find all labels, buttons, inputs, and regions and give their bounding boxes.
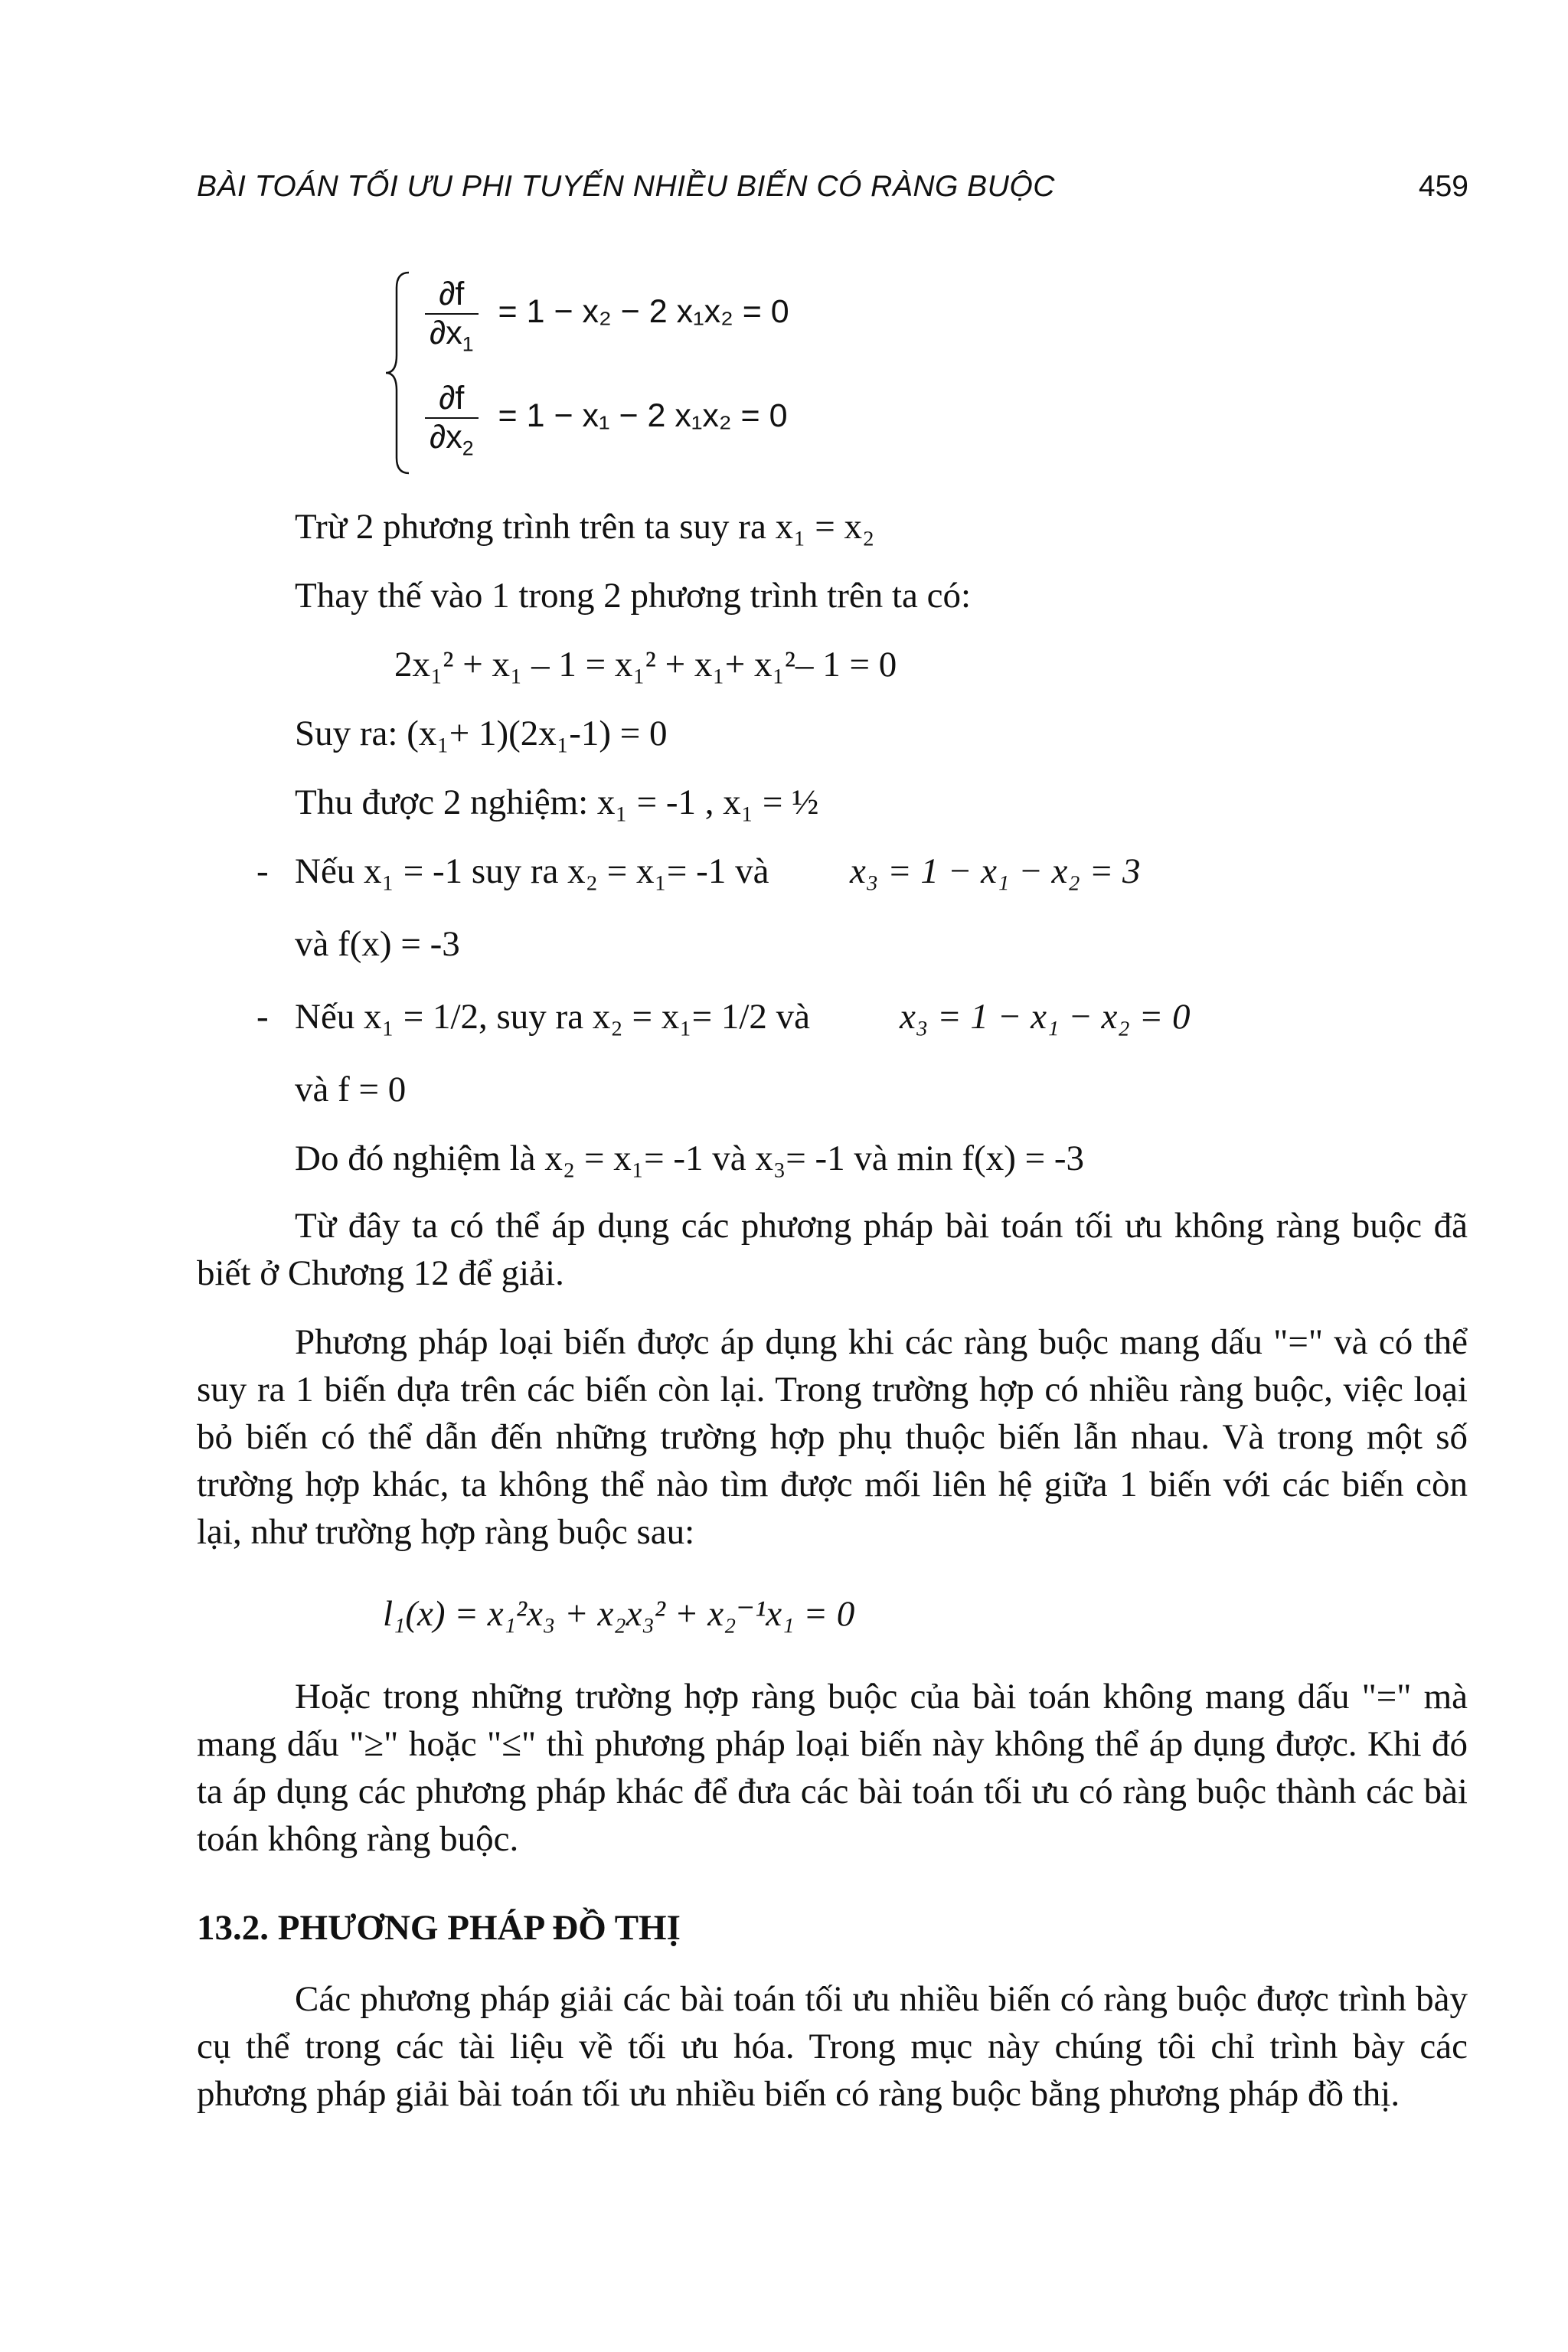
left-brace: [383, 270, 413, 476]
paragraph-3: Hoặc trong những trường hợp ràng buộc của bài toán không mang dấu "=" mà mang dấu "≥" hoặc "≤" thì phương pháp loại biến này không thể áp dụng được. Khi đó ta áp dụng các phương pháp khác để đưa các bài toán tối ưu có ràng buộc thành các bài toán không ràng buộc.: [197, 1677, 1468, 1859]
partial-fraction-1: [425, 276, 479, 356]
running-header-title: BÀI TOÁN TỐI ƯU PHI TUYẾN NHIỀU BIẾN CÓ RÀNG BUỘC: [197, 170, 1055, 203]
case-two-text: Nếu x₁ = 1/2, suy ra x₂ = x₁= 1/2 và: [295, 997, 811, 1037]
section-heading: 13.2. PHƯƠNG PHÁP ĐỒ THỊ: [197, 1908, 681, 1948]
case-two-value: và f = 0: [295, 1070, 407, 1109]
case-two-formula: x₃ = 1 − x₁ − x₂ = 0: [900, 997, 1191, 1037]
equation-rhs: = 1 − x₁ − 2 x₁x₂ = 0: [498, 397, 788, 435]
line-substitute: Thay thế vào 1 trong 2 phương trình trên ta có:: [295, 576, 972, 616]
partial-fraction-2: [425, 380, 479, 460]
line-quadratic: 2x₁² + x₁ – 1 = x₁² + x₁+ x₁²– 1 = 0: [394, 645, 897, 684]
bullet-dash: -: [256, 997, 269, 1037]
paragraph-1: Từ đây ta có thể áp dụng các phương pháp bài toán tối ưu không ràng buộc đã biết ở Chương 12 để giải.: [197, 1206, 1468, 1293]
page-number: 459: [1418, 170, 1468, 203]
paragraph-2: Phương pháp loại biến được áp dụng khi các ràng buộc mang dấu "=" và có thể suy ra 1 biến dựa trên các biến còn lại. Trong trường hợp có nhiều ràng buộc, việc loại bỏ biến có thể dẫn đến những trường hợp phụ thuộc biến lẫn nhau. Và trong một số trường hợp khác, ta không thể nào tìm được mối liên hệ giữa 1 biến với các biến còn lại, như trường hợp ràng buộc sau:: [197, 1322, 1468, 1552]
equation-rhs: = 1 − x₂ − 2 x₁x₂ = 0: [498, 293, 789, 331]
line-roots: Thu được 2 nghiệm: x₁ = -1 , x₁ = ½: [295, 782, 819, 822]
case-one-value: và f(x) = -3: [295, 924, 460, 964]
fraction-denominator: $\partial x_1$: [430, 315, 474, 356]
paragraph-4: Các phương pháp giải các bài toán tối ưu nhiều biến có ràng buộc được trình bày cụ thể trong các tài liệu về tối ưu hóa. Trong mục này chúng tôi chỉ trình bày các phương pháp giải bài toán tối ưu nhiều biến có ràng buộc bằng phương pháp đồ thị.: [197, 1979, 1468, 2114]
fraction-numerator: ∂f: [425, 276, 479, 315]
constraint-equation: l₁(x) = x₁²x₃ + x₂x₃² + x₂⁻¹x₁ = 0: [383, 1594, 855, 1634]
case-one-formula: x₃ = 1 − x₁ − x₂ = 3: [850, 851, 1141, 891]
partial-equation-2: [425, 380, 788, 460]
fraction-numerator: ∂f: [425, 380, 479, 419]
bullet-dash: -: [256, 851, 269, 891]
line-subtract: Trừ 2 phương trình trên ta suy ra x₁ = x₂: [295, 507, 875, 547]
partial-equation-1: [425, 276, 789, 356]
line-conclusion: Do đó nghiệm là x₂ = x₁= -1 và x₃= -1 và min f(x) = -3: [295, 1138, 1085, 1178]
fraction-denominator: $\partial x_2$: [430, 419, 474, 460]
case-one-text: Nếu x₁ = -1 suy ra x₂ = x₁= -1 và: [295, 851, 769, 891]
line-factor: Suy ra: (x₁+ 1)(2x₁-1) = 0: [295, 714, 668, 753]
